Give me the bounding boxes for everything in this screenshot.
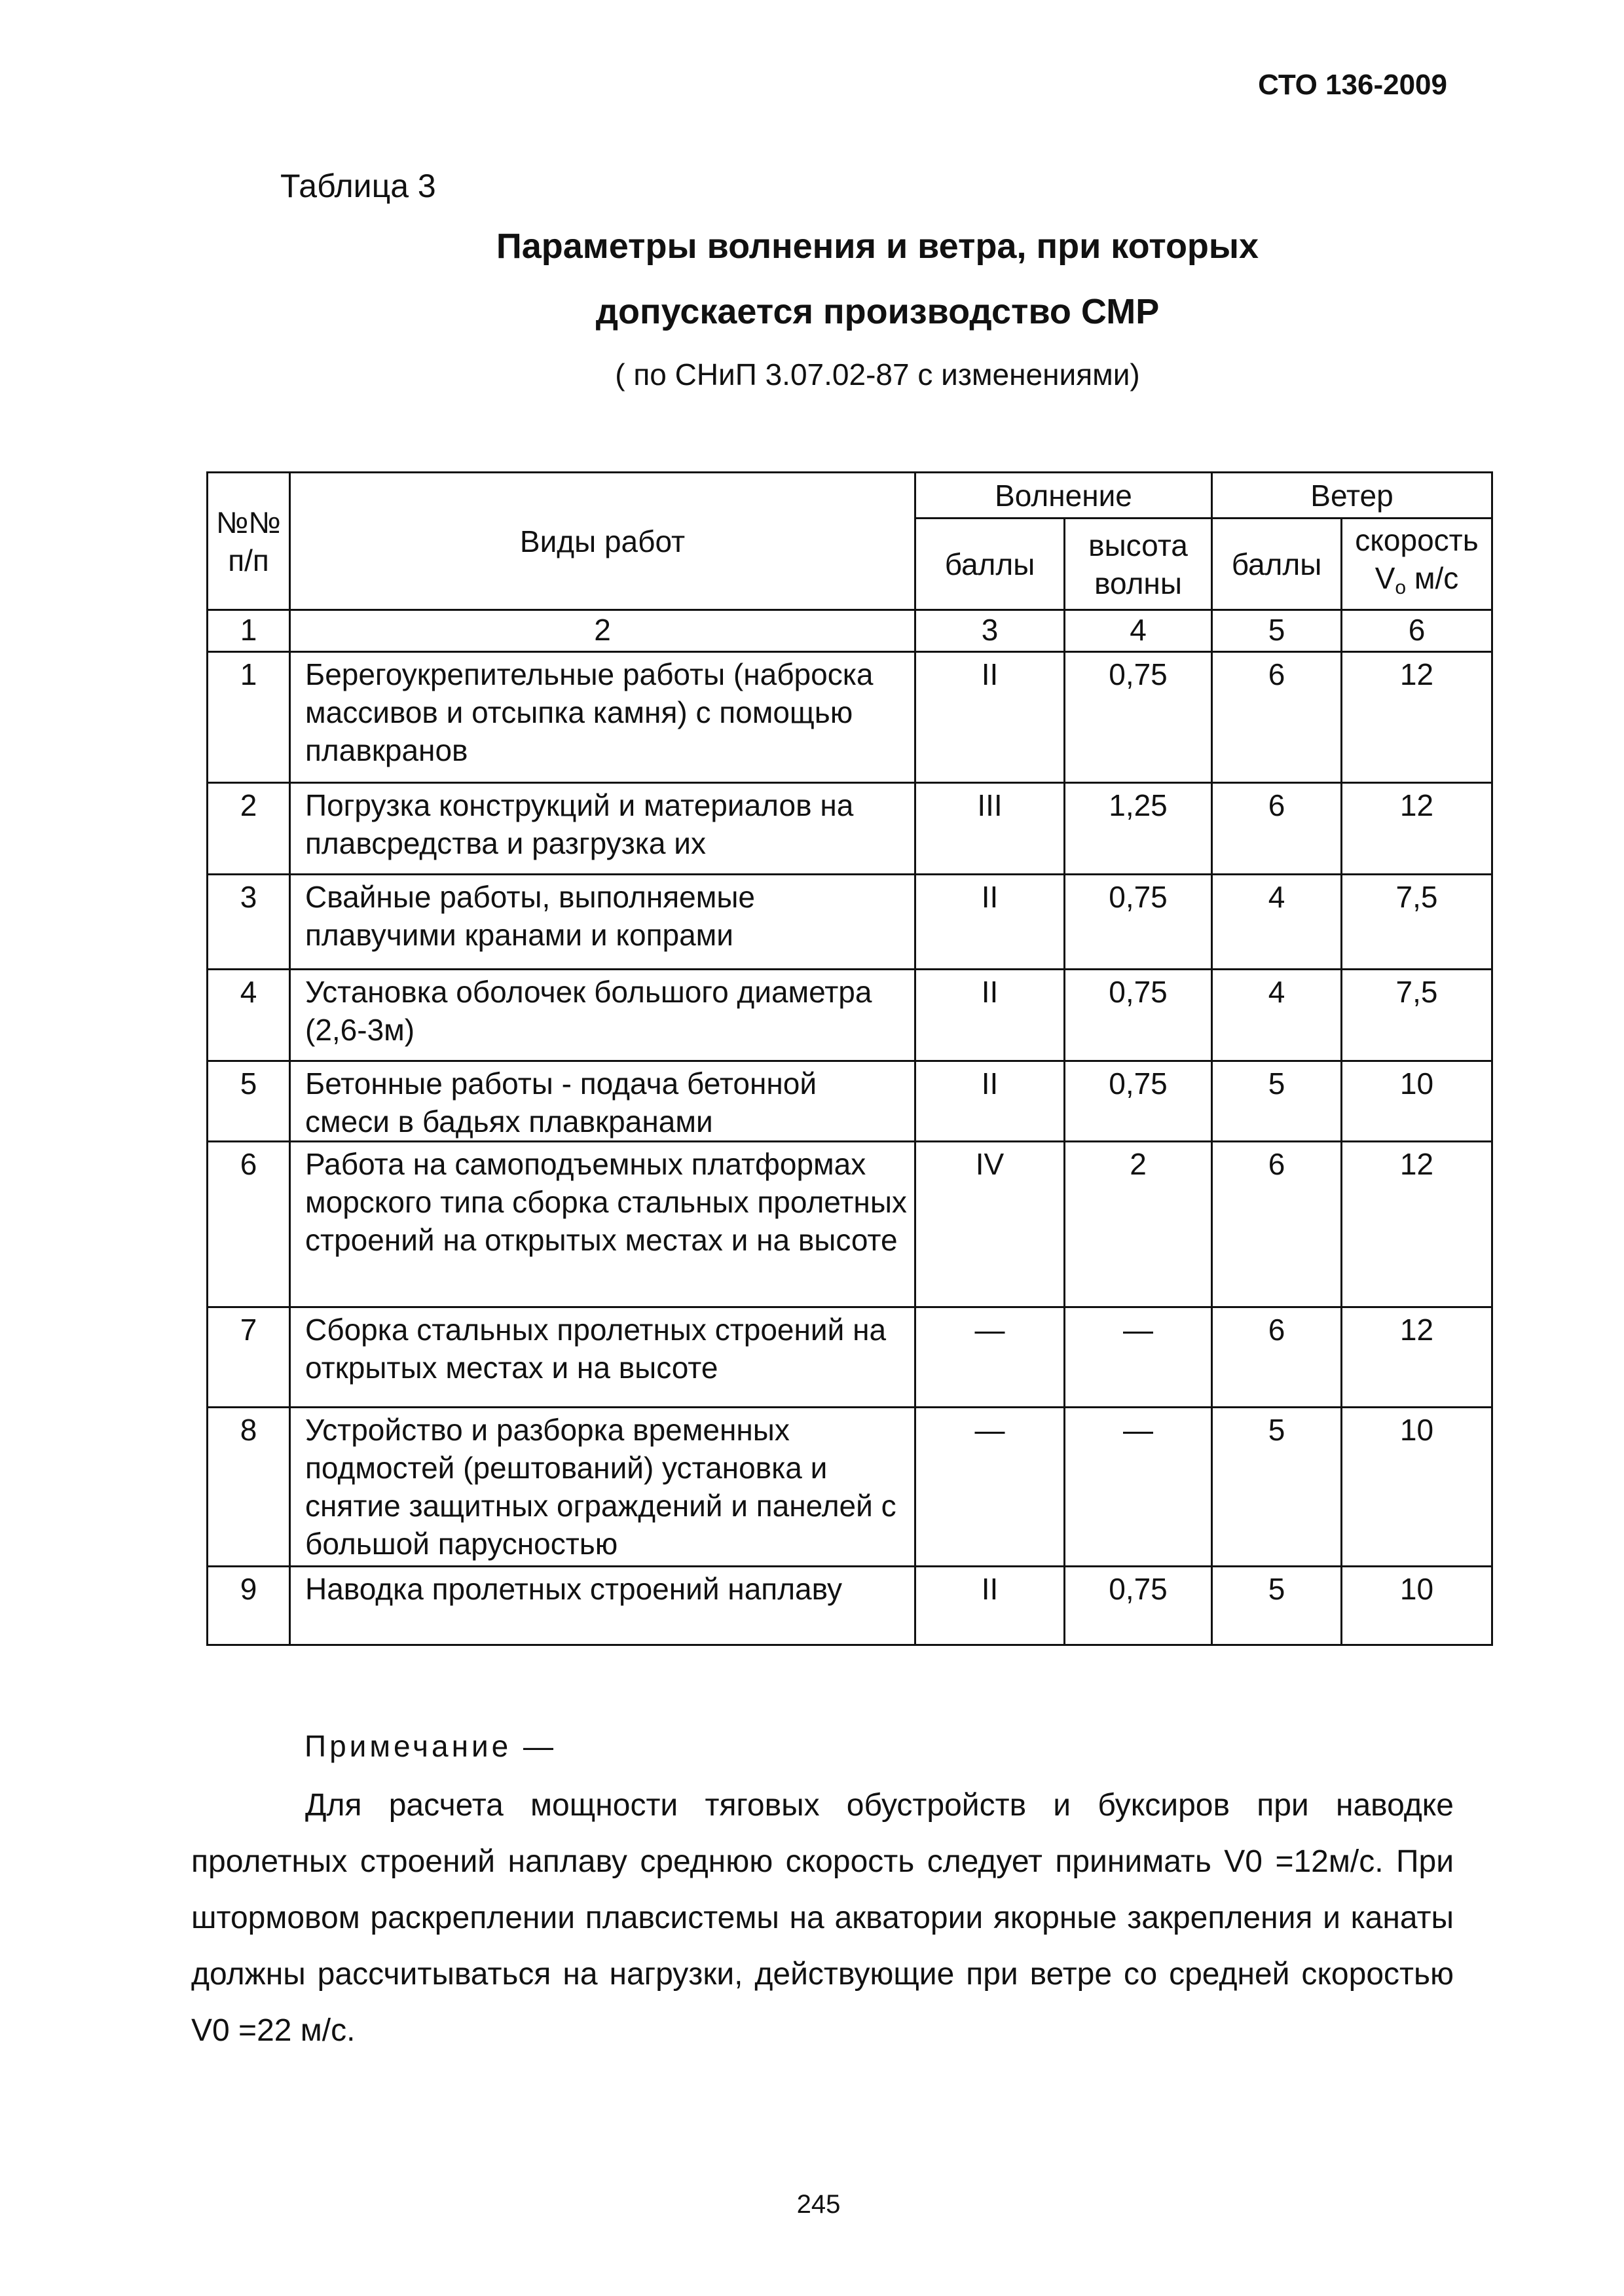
row-work-type: Сборка стальных пролетных строений на открытых местах и на высоте bbox=[290, 1307, 915, 1408]
table-row bbox=[208, 1567, 1492, 1645]
row-num: 6 bbox=[208, 1142, 290, 1307]
row-wind-speed: 12 bbox=[1342, 1142, 1492, 1307]
table-subtitle: ( по СНиП 3.07.02-87 с изменениями) bbox=[615, 357, 1140, 392]
header-wave-height: высота волны bbox=[1065, 519, 1212, 610]
row-num: 4 bbox=[208, 970, 290, 1061]
column-number-row bbox=[208, 610, 1492, 652]
header-wave-points: баллы bbox=[915, 519, 1065, 610]
row-wave-height: — bbox=[1065, 1408, 1212, 1567]
row-num: 1 bbox=[208, 652, 290, 783]
row-wind-points: 4 bbox=[1212, 875, 1342, 970]
row-num: 3 bbox=[208, 875, 290, 970]
column-number: 6 bbox=[1342, 610, 1492, 652]
row-work-type: Свайные работы, выполняемые плавучими кранами и копрами bbox=[290, 875, 915, 970]
note-text: Для расчета мощности тяговых обустройств и буксиров при наводке пролетных строений наплаву среднюю скорость следует принимать V0 =12м/с. При штормовом раскреплении плавсистемы на акватории якорные закрепления и канаты должны рассчитываться на нагрузки, действующие при ветре со средней скоростью V0 =22 м/с. bbox=[191, 1788, 1454, 2048]
row-work-type: Бетонные работы - подача бетонной смеси в бадьях плавкранами bbox=[290, 1061, 915, 1142]
row-wave-height: 0,75 bbox=[1065, 1567, 1212, 1645]
row-work-type: Работа на самоподъемных платформах морского типа сборка стальных пролетных строений на открытых местах и на высоте bbox=[290, 1142, 915, 1307]
row-wind-points: 6 bbox=[1212, 783, 1342, 875]
table-title-line-2: допускается производство СМР bbox=[595, 292, 1160, 331]
header-wind-speed-var: V bbox=[1375, 561, 1395, 595]
row-num: 2 bbox=[208, 783, 290, 875]
note-title: Примечание — bbox=[304, 1729, 557, 1763]
row-work-type: Погрузка конструкций и материалов на плавсредства и разгрузка их bbox=[290, 783, 915, 875]
column-number: 3 bbox=[915, 610, 1065, 652]
table-row bbox=[208, 1408, 1492, 1567]
header-wind: Ветер bbox=[1212, 473, 1492, 519]
table-label: Таблица 3 bbox=[280, 168, 436, 204]
row-wave-points: — bbox=[915, 1307, 1065, 1408]
row-work-type: Устройство и разборка временных подмостей (рештований) установка и снятие защитных ограждений и панелей с большой парусностью bbox=[290, 1408, 915, 1567]
column-number: 2 bbox=[290, 610, 915, 652]
header-num: №№ п/п bbox=[208, 473, 290, 610]
row-wind-points: 5 bbox=[1212, 1408, 1342, 1567]
row-wave-points: — bbox=[915, 1408, 1065, 1567]
parameters-table bbox=[206, 471, 1493, 1646]
column-number: 1 bbox=[208, 610, 290, 652]
row-wave-points: II bbox=[915, 875, 1065, 970]
row-num: 5 bbox=[208, 1061, 290, 1142]
row-wind-speed: 7,5 bbox=[1342, 970, 1492, 1061]
row-wind-points: 5 bbox=[1212, 1061, 1342, 1142]
table-row bbox=[208, 875, 1492, 970]
page-number: 245 bbox=[796, 2190, 841, 2219]
row-work-type: Берегоукрепительные работы (наброска массивов и отсыпка камня) с помощью плавкранов bbox=[290, 652, 915, 783]
row-wave-height: — bbox=[1065, 1307, 1212, 1408]
table-row bbox=[208, 652, 1492, 783]
row-wave-height: 0,75 bbox=[1065, 652, 1212, 783]
table-row bbox=[208, 1061, 1492, 1142]
row-wind-points: 4 bbox=[1212, 970, 1342, 1061]
row-wind-points: 6 bbox=[1212, 1142, 1342, 1307]
row-wind-speed: 12 bbox=[1342, 1307, 1492, 1408]
header-wind-speed-label: скорость bbox=[1355, 523, 1479, 557]
row-wind-speed: 10 bbox=[1342, 1061, 1492, 1142]
row-wind-points: 5 bbox=[1212, 1567, 1342, 1645]
column-number: 5 bbox=[1212, 610, 1342, 652]
row-wind-speed: 7,5 bbox=[1342, 875, 1492, 970]
table-row bbox=[208, 970, 1492, 1061]
header-wind-speed bbox=[1342, 519, 1492, 610]
row-wave-points: II bbox=[915, 652, 1065, 783]
row-num: 7 bbox=[208, 1307, 290, 1408]
row-wind-speed: 12 bbox=[1342, 783, 1492, 875]
header-work-type: Виды работ bbox=[290, 473, 915, 610]
header-waves: Волнение bbox=[915, 473, 1212, 519]
row-wind-speed: 10 bbox=[1342, 1567, 1492, 1645]
row-wind-speed: 10 bbox=[1342, 1408, 1492, 1567]
row-wind-speed: 12 bbox=[1342, 652, 1492, 783]
table-row bbox=[208, 1142, 1492, 1307]
row-num: 8 bbox=[208, 1408, 290, 1567]
row-wave-points: II bbox=[915, 970, 1065, 1061]
row-work-type: Установка оболочек большого диаметра (2,6-3м) bbox=[290, 970, 915, 1061]
header-wind-speed-unit: м/с bbox=[1406, 561, 1459, 595]
header-wind-speed-sub: o bbox=[1395, 577, 1407, 598]
document-code: СТО 136-2009 bbox=[1258, 69, 1447, 101]
row-wave-points: II bbox=[915, 1567, 1065, 1645]
table-row bbox=[208, 783, 1492, 875]
row-wave-points: IV bbox=[915, 1142, 1065, 1307]
row-wave-height: 2 bbox=[1065, 1142, 1212, 1307]
row-wave-height: 0,75 bbox=[1065, 970, 1212, 1061]
row-work-type: Наводка пролетных строений наплаву bbox=[290, 1567, 915, 1645]
row-wind-points: 6 bbox=[1212, 1307, 1342, 1408]
row-num: 9 bbox=[208, 1567, 290, 1645]
table-row bbox=[208, 1307, 1492, 1408]
row-wave-height: 1,25 bbox=[1065, 783, 1212, 875]
row-wave-points: II bbox=[915, 1061, 1065, 1142]
table-title-line-1: Параметры волнения и ветра, при которых bbox=[496, 227, 1259, 266]
column-number: 4 bbox=[1065, 610, 1212, 652]
header-wind-points: баллы bbox=[1212, 519, 1342, 610]
row-wave-height: 0,75 bbox=[1065, 1061, 1212, 1142]
row-wave-height: 0,75 bbox=[1065, 875, 1212, 970]
row-wind-points: 6 bbox=[1212, 652, 1342, 783]
row-wave-points: III bbox=[915, 783, 1065, 875]
